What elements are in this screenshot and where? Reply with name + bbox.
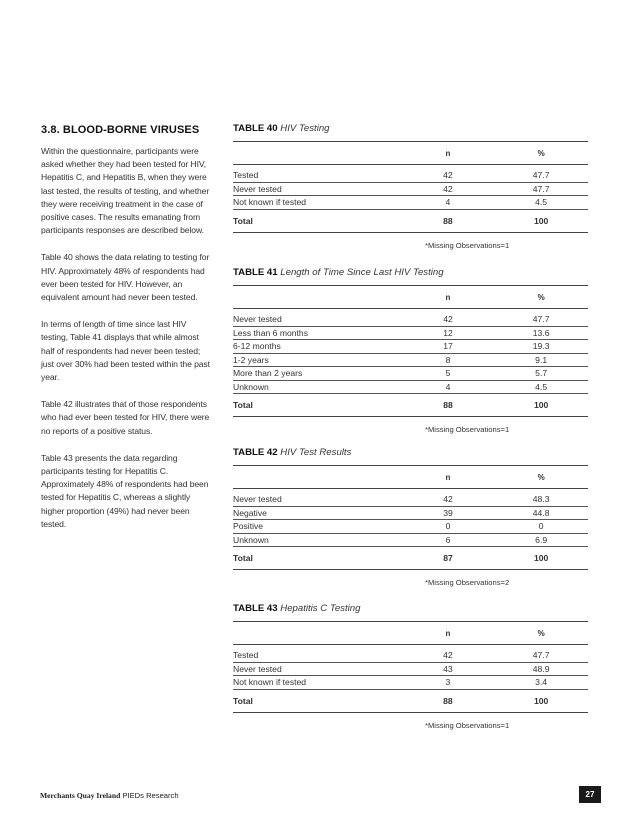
missing-observations-note: *Missing Observations=1 [425, 720, 510, 730]
table-row [233, 645, 588, 663]
column-header-n: n [402, 286, 495, 309]
table-header-row [233, 142, 588, 165]
body-text-column [41, 124, 211, 545]
cell-pct: 47.7 [494, 645, 588, 663]
total-n: 88 [402, 394, 495, 417]
total-pct: 100 [494, 689, 588, 712]
cell-pct: 4.5 [494, 380, 588, 394]
table-subtitle: HIV Testing [280, 123, 330, 134]
row-label: Less than 6 months [233, 326, 402, 340]
cell-pct: 6.9 [494, 533, 588, 547]
total-label: Total [233, 689, 402, 712]
cell-n: 5 [402, 367, 495, 381]
row-label: 1-2 years [233, 353, 402, 367]
cell-n: 42 [402, 165, 495, 183]
table-label: TABLE 43 [233, 603, 278, 614]
column-header-n: n [402, 466, 495, 489]
row-label: Never tested [233, 662, 402, 676]
table-row [233, 520, 588, 534]
total-label: Total [233, 209, 402, 232]
footer-org: Merchants Quay Ireland [40, 791, 121, 800]
table-label: TABLE 40 [233, 123, 278, 134]
table-row [233, 353, 588, 367]
table-row [233, 182, 588, 196]
total-n: 87 [402, 547, 495, 570]
cell-n: 3 [402, 676, 495, 690]
cell-n: 42 [402, 182, 495, 196]
row-label: Unknown [233, 380, 402, 394]
table-header-row [233, 622, 588, 645]
page-number: 27 [579, 786, 601, 803]
column-header-pct: % [494, 286, 588, 309]
table-42-block [233, 447, 588, 587]
row-label: 6-12 months [233, 340, 402, 354]
cell-n: 4 [402, 196, 495, 210]
table-row [233, 165, 588, 183]
table-row [233, 506, 588, 520]
total-n: 88 [402, 209, 495, 232]
row-label: Never tested [233, 309, 402, 327]
table-43-block [233, 603, 588, 730]
paragraph: In terms of length of time since last HIV testing, Table 41 displays that while almost half of respondents had never been tested; just over 30% had been tested within the past year. [41, 319, 210, 383]
table-40-block [233, 123, 588, 250]
table-41-block [233, 267, 588, 434]
table-row [233, 676, 588, 690]
table-label: TABLE 42 [233, 447, 278, 458]
cell-pct: 47.7 [494, 182, 588, 196]
table-total-row [233, 209, 588, 232]
cell-n: 42 [402, 309, 495, 327]
row-label: Never tested [233, 182, 402, 196]
footer-report: PIEDs Research [122, 791, 179, 800]
table-header-row [233, 286, 588, 309]
cell-n: 43 [402, 662, 495, 676]
cell-n: 6 [402, 533, 495, 547]
data-table [233, 465, 588, 570]
cell-n: 4 [402, 380, 495, 394]
cell-pct: 5.7 [494, 367, 588, 381]
table-subtitle: HIV Test Results [280, 447, 352, 458]
cell-pct: 13.6 [494, 326, 588, 340]
row-label: Tested [233, 165, 402, 183]
footer-publication [40, 791, 179, 800]
table-row [233, 380, 588, 394]
cell-pct: 4.5 [494, 196, 588, 210]
cell-pct: 3.4 [494, 676, 588, 690]
total-pct: 100 [494, 394, 588, 417]
cell-pct: 19.3 [494, 340, 588, 354]
table-total-row [233, 689, 588, 712]
cell-pct: 47.7 [494, 165, 588, 183]
table-title [233, 267, 588, 285]
row-label: Unknown [233, 533, 402, 547]
column-header-n: n [402, 622, 495, 645]
total-label: Total [233, 394, 402, 417]
row-label: Never tested [233, 489, 402, 507]
missing-observations-note: *Missing Observations=2 [425, 578, 510, 587]
table-row [233, 489, 588, 507]
cell-n: 42 [402, 645, 495, 663]
table-row [233, 196, 588, 210]
paragraph: Table 42 illustrates that of those respondents who had ever been tested for HIV, there were no reports of a positive status. [41, 399, 210, 436]
data-table [233, 141, 588, 233]
row-label: Negative [233, 506, 402, 520]
total-label: Total [233, 547, 402, 570]
total-pct: 100 [494, 547, 588, 570]
cell-pct: 48.9 [494, 662, 588, 676]
table-subtitle: Hepatitis C Testing [280, 603, 361, 614]
paragraph: Table 43 presents the data regarding participants testing for Hepatitis C. Approximately 48% of respondents had been tested for Hepatitis C, whereas a slightly higher proportion (49%) had never been tested. [41, 452, 209, 529]
section-heading: 3.8. BLOOD-BORNE VIRUSES [41, 124, 200, 136]
cell-pct: 0 [494, 520, 588, 534]
missing-observations-note: *Missing Observations=1 [425, 240, 510, 250]
data-table [233, 285, 588, 417]
cell-n: 42 [402, 489, 495, 507]
table-subtitle: Length of Time Since Last HIV Testing [280, 267, 444, 278]
row-label: Positive [233, 520, 402, 534]
paragraph: Within the questionnaire, participants were asked whether they had been tested for HIV, Hepatitis C, and Hepatitis B, when they were last tested, the results of testing, and whether they were receiving treatment in the case of positive cases. The results emanating from participants responses are described below. [41, 146, 210, 236]
cell-n: 8 [402, 353, 495, 367]
column-header-pct: % [494, 622, 588, 645]
paragraph: Table 40 shows the data relating to testing for HIV. Approximately 48% of respondents had ever been tested for HIV. However, an equivalent amount had never been tested. [41, 252, 210, 303]
table-row [233, 340, 588, 354]
row-label: Not known if tested [233, 676, 402, 690]
cell-n: 39 [402, 506, 495, 520]
row-label: Tested [233, 645, 402, 663]
cell-pct: 44.8 [494, 506, 588, 520]
table-title [233, 123, 588, 141]
table-total-row [233, 547, 588, 570]
cell-n: 0 [402, 520, 495, 534]
table-row [233, 326, 588, 340]
column-header-n: n [402, 142, 495, 165]
table-label: TABLE 41 [233, 267, 278, 278]
row-label: More than 2 years [233, 367, 402, 381]
table-title [233, 603, 588, 621]
column-header-pct: % [494, 466, 588, 489]
total-n: 88 [402, 689, 495, 712]
total-pct: 100 [494, 209, 588, 232]
data-table [233, 621, 588, 713]
table-row [233, 309, 588, 327]
cell-pct: 9.1 [494, 353, 588, 367]
cell-pct: 47.7 [494, 309, 588, 327]
cell-n: 17 [402, 340, 495, 354]
cell-pct: 48.3 [494, 489, 588, 507]
column-header-pct: % [494, 142, 588, 165]
row-label: Not known if tested [233, 196, 402, 210]
cell-n: 12 [402, 326, 495, 340]
table-row [233, 367, 588, 381]
table-total-row [233, 394, 588, 417]
table-row [233, 533, 588, 547]
table-header-row [233, 466, 588, 489]
table-title [233, 447, 588, 465]
missing-observations-note: *Missing Observations=1 [425, 425, 510, 434]
table-row [233, 662, 588, 676]
